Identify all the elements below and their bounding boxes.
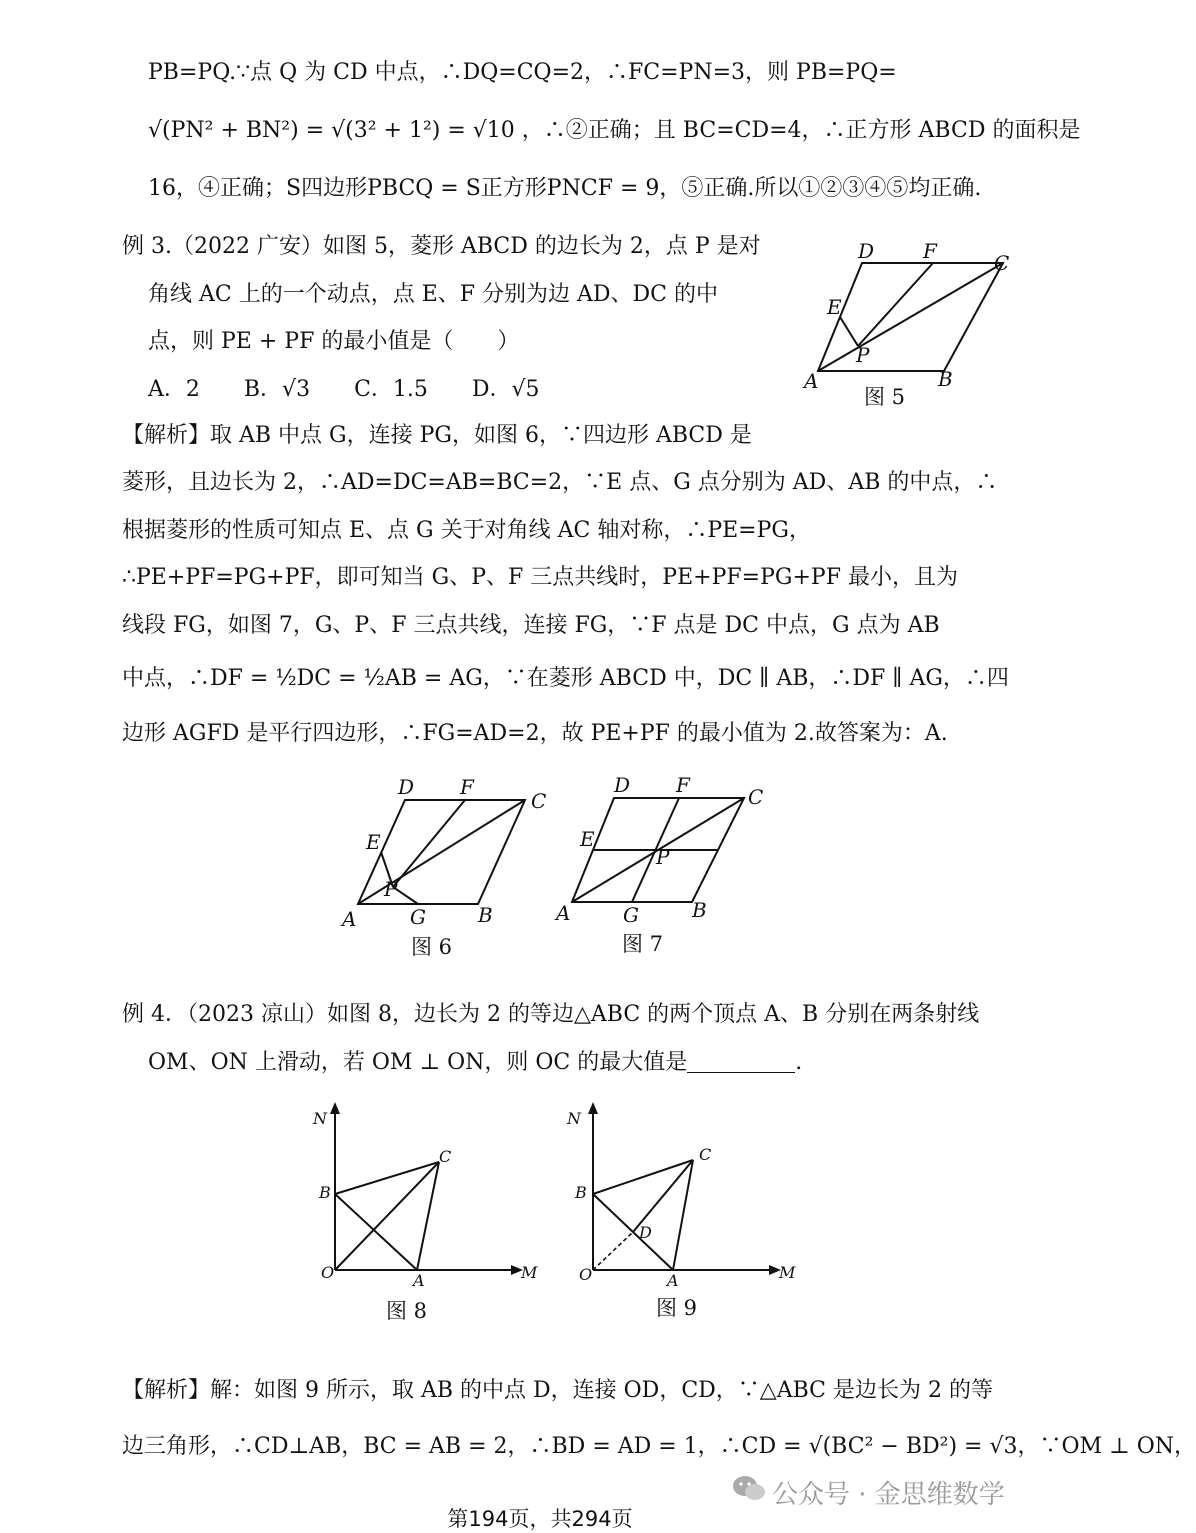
text-line-2: √(PN² + BN²) = √(3² + 1²) = √10 ，∴②正确；且 BC=CD=4，∴正方形 ABCD 的面积是 bbox=[148, 118, 1081, 143]
svg-text:P: P bbox=[384, 877, 398, 901]
svg-text:O: O bbox=[579, 1265, 593, 1284]
solution-3-line-4: ∴PE+PF=PG+PF，即可知当 G、P、F 三点共线时，PE+PF=PG+PF 最小，且为 bbox=[122, 565, 958, 590]
svg-text:M: M bbox=[521, 1263, 538, 1282]
solution-3-line-7: 边形 AGFD 是平行四边形，∴FG=AD=2，故 PE+PF 的最小值为 2.故答案为：A. bbox=[122, 721, 948, 746]
svg-text:G: G bbox=[623, 903, 639, 927]
example-4-question: OM、ON 上滑动，若 OM ⊥ ON，则 OC 的最大值是 bbox=[148, 1050, 688, 1075]
figure-5 bbox=[800, 236, 1030, 410]
solution-3-line-6: 中点，∴DF = ½DC = ½AB = AG，∵在菱形 ABCD 中，DC ∥ AB，∴DF ∥ AG，∴四 bbox=[122, 666, 1009, 691]
svg-text:B: B bbox=[692, 898, 707, 922]
svg-text:G: G bbox=[410, 905, 426, 929]
svg-text:A: A bbox=[556, 901, 571, 925]
solution-3-line-3: 根据菱形的性质可知点 E、点 G 关于对角线 AC 轴对称，∴PE=PG， bbox=[122, 518, 811, 543]
svg-text:N: N bbox=[567, 1109, 581, 1128]
figure-9 bbox=[563, 1102, 803, 1291]
figure-6 bbox=[338, 772, 558, 936]
figure-8-caption: 图 8 bbox=[386, 1299, 428, 1323]
example-3-options: A．2 B．√3 C．1.5 D．√5 bbox=[148, 377, 540, 402]
text-line-3: 16，④正确；S四边形PBCQ = S正方形PNCF = 9，⑤正确.所以①②③④⑤均正确. bbox=[148, 176, 982, 201]
svg-text:D: D bbox=[639, 1223, 652, 1242]
solution-4-line-1: 【解析】解：如图 9 所示，取 AB 的中点 D，连接 OD，CD，∵△ABC 是边长为 2 的等 bbox=[122, 1378, 993, 1403]
svg-text:F: F bbox=[923, 239, 937, 263]
svg-text:F: F bbox=[460, 775, 474, 799]
solution-3-line-1: 【解析】取 AB 中点 G，连接 PG，如图 6，∵四边形 ABCD 是 bbox=[122, 423, 752, 448]
svg-text:B: B bbox=[478, 903, 493, 927]
example-4-line-2 bbox=[148, 1048, 802, 1078]
svg-text:B: B bbox=[319, 1183, 331, 1202]
svg-text:B: B bbox=[938, 367, 953, 391]
svg-text:D: D bbox=[858, 239, 875, 263]
example-3-line-1: 例 3.（2022 广安）如图 5，菱形 ABCD 的边长为 2，点 P 是对 bbox=[122, 234, 761, 259]
solution-3-line-2: 菱形，且边长为 2，∴AD=DC=AB=BC=2，∵E 点、G 点分别为 AD、AB 的中点，∴ bbox=[122, 470, 998, 495]
svg-text:C: C bbox=[531, 789, 547, 813]
svg-text:B: B bbox=[575, 1183, 587, 1202]
figure-8 bbox=[305, 1102, 545, 1291]
svg-text:E: E bbox=[827, 295, 842, 319]
svg-text:A: A bbox=[413, 1271, 425, 1290]
solution-3-line-5: 线段 FG，如图 7，G、P、F 三点共线，连接 FG，∵F 点是 DC 中点，G 点为 AB bbox=[122, 613, 940, 638]
example-4-period: . bbox=[795, 1050, 803, 1075]
svg-text:A: A bbox=[804, 369, 819, 393]
svg-text:A: A bbox=[342, 907, 357, 931]
figure-5-caption: 图 5 bbox=[864, 385, 906, 409]
figure-9-caption: 图 9 bbox=[656, 1296, 698, 1320]
example-3-line-2: 角线 AC 上的一个动点，点 E、F 分别为边 AD、DC 的中 bbox=[148, 282, 719, 307]
svg-text:C: C bbox=[994, 251, 1010, 275]
text-line-1: PB=PQ.∵点 Q 为 CD 中点，∴DQ=CQ=2，∴FC=PN=3，则 PB=PQ= bbox=[148, 60, 897, 85]
svg-text:N: N bbox=[313, 1109, 327, 1128]
svg-text:A: A bbox=[667, 1271, 679, 1290]
svg-text:P: P bbox=[656, 845, 670, 869]
svg-text:E: E bbox=[366, 830, 381, 854]
example-3-line-3: 点，则 PE + PF 的最小值是（ ） bbox=[148, 329, 520, 354]
watermark-text: 公众号 · 金思维数学 bbox=[772, 1480, 1005, 1510]
svg-text:D: D bbox=[614, 773, 631, 797]
svg-text:O: O bbox=[321, 1263, 335, 1282]
solution-4-line-2: 边三角形，∴CD⊥AB，BC = AB = 2，∴BD = AD = 1，∴CD = √(BC² − BD²) = √3，∵OM ⊥ ON， bbox=[122, 1434, 1196, 1459]
figure-7 bbox=[552, 770, 772, 934]
svg-text:D: D bbox=[398, 775, 415, 799]
page-footer: 第194页，共294页 bbox=[447, 1507, 633, 1531]
example-4-line-1: 例 4．（2023 凉山）如图 8，边长为 2 的等边△ABC 的两个顶点 A、B 分别在两条射线 bbox=[122, 1002, 980, 1027]
svg-text:M: M bbox=[779, 1263, 796, 1282]
svg-text:C: C bbox=[748, 785, 764, 809]
figure-7-caption: 图 7 bbox=[622, 932, 664, 956]
answer-blank[interactable] bbox=[687, 1050, 795, 1073]
svg-text:C: C bbox=[439, 1147, 452, 1166]
figure-6-caption: 图 6 bbox=[411, 935, 453, 959]
svg-text:P: P bbox=[856, 343, 870, 367]
svg-text:F: F bbox=[676, 773, 690, 797]
svg-text:E: E bbox=[580, 827, 595, 851]
svg-text:C: C bbox=[699, 1145, 712, 1164]
